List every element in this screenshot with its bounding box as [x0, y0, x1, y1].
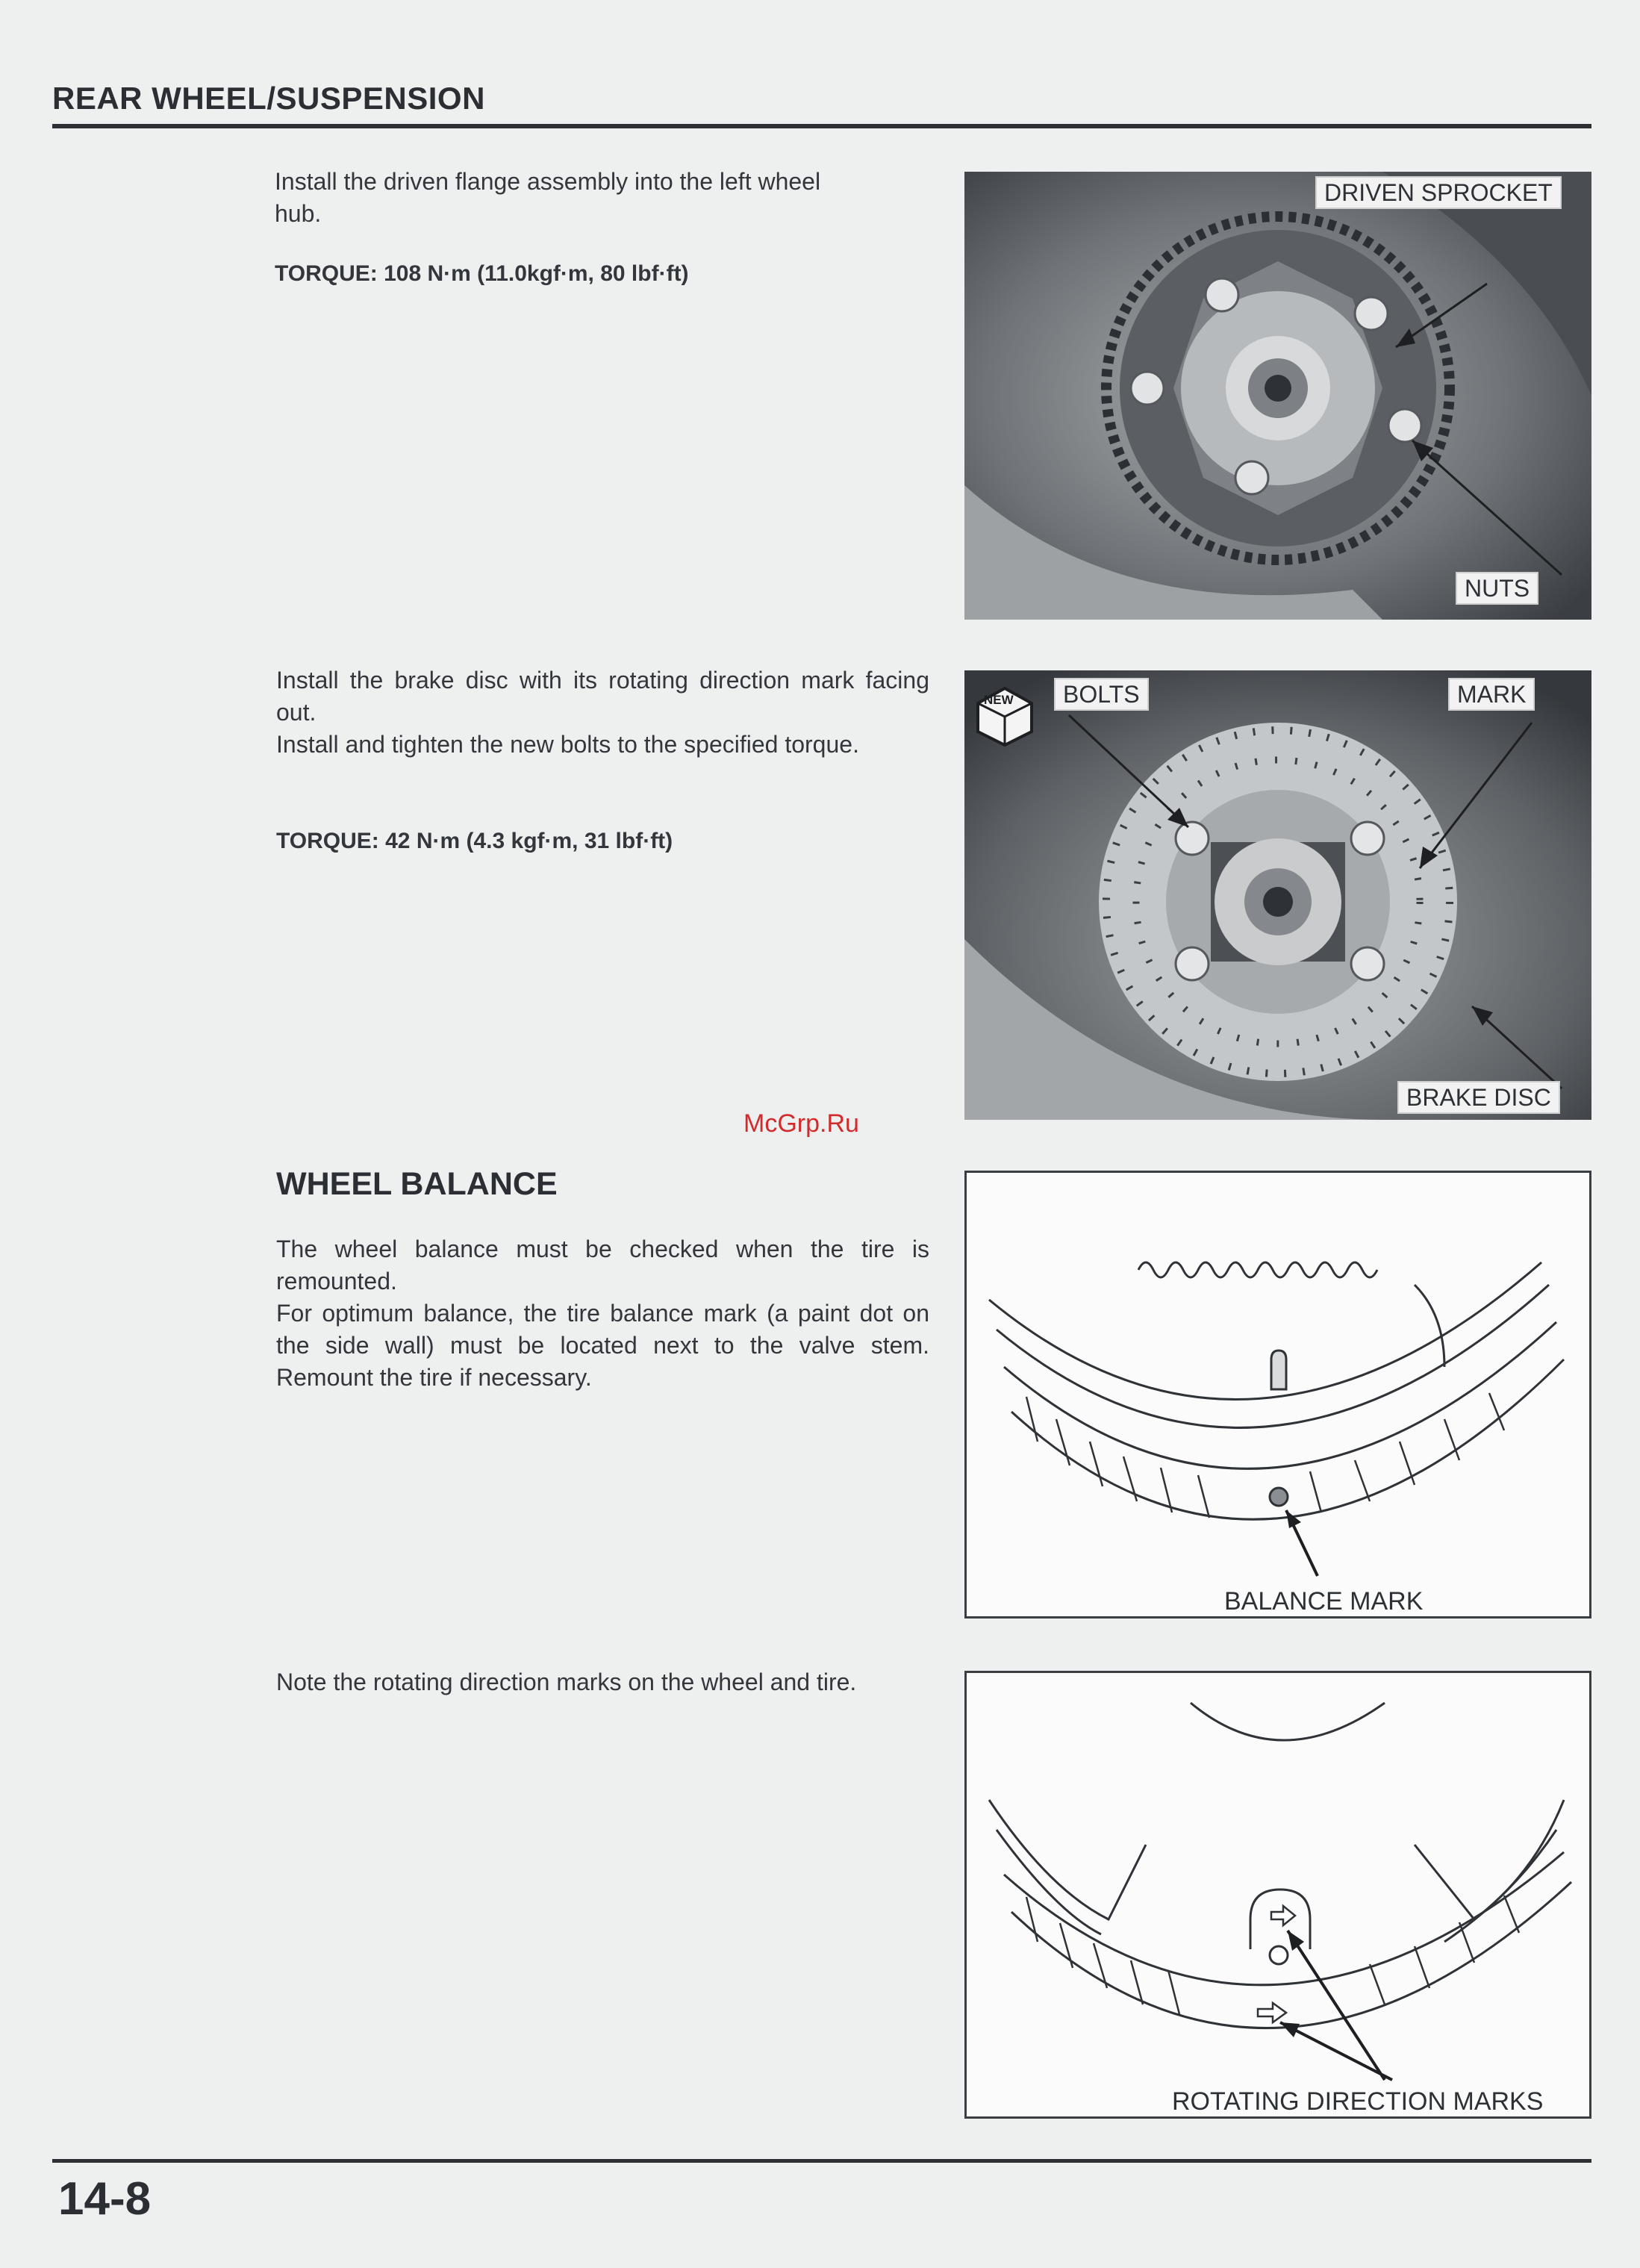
- wheel-balance-text-check: The wheel balance must be checked when the tire is remounted.: [276, 1236, 929, 1295]
- page-header-title: REAR WHEEL/SUSPENSION: [52, 81, 485, 116]
- watermark: McGrp.Ru: [743, 1109, 859, 1138]
- step2-instruction-disc: Install the brake disc with its rotating direction mark facing out.: [276, 667, 929, 726]
- rotation-marks-text: Note the rotating direction marks on the wheel and tire.: [276, 1669, 857, 1695]
- brake-disc-photo: [964, 670, 1591, 1120]
- driven-sprocket-photo: [964, 172, 1591, 620]
- rotating-direction-diagram: [964, 1671, 1591, 2119]
- wheel-balance-heading: WHEEL BALANCE: [276, 1166, 558, 1202]
- footer-rule: [52, 2159, 1591, 2163]
- page-number: 14-8: [58, 2173, 152, 2225]
- step2-torque: TORQUE: 42 N·m (4.3 kgf·m, 31 lbf·ft): [276, 829, 673, 853]
- header-rule: [52, 124, 1591, 128]
- brake-disc-label: BRAKE DISC: [1397, 1081, 1560, 1114]
- new-parts-badge: NEW: [984, 693, 1014, 707]
- nuts-label: NUTS: [1456, 572, 1538, 605]
- rotating-direction-label: ROTATING DIRECTION MARKS: [1172, 2087, 1544, 2116]
- balance-mark-label: BALANCE MARK: [1224, 1587, 1424, 1616]
- step1-torque: TORQUE: 108 N·m (11.0kgf·m, 80 lbf·ft): [275, 261, 689, 286]
- step2-instruction-bolts: Install and tighten the new bolts to the specified torque.: [276, 731, 859, 758]
- balance-mark-diagram: [964, 1171, 1591, 1619]
- step1-instruction: Install the driven flange assembly into the left wheel hub.: [275, 168, 821, 227]
- wheel-balance-text-mark: For optimum balance, the tire balance mark (a paint dot on the side wall) must be located next to the valve stem. Remount the tire if necessary.: [276, 1300, 929, 1391]
- driven-sprocket-label: DRIVEN SPROCKET: [1315, 176, 1562, 209]
- bolts-label: BOLTS: [1054, 678, 1149, 711]
- mark-label: MARK: [1448, 678, 1535, 711]
